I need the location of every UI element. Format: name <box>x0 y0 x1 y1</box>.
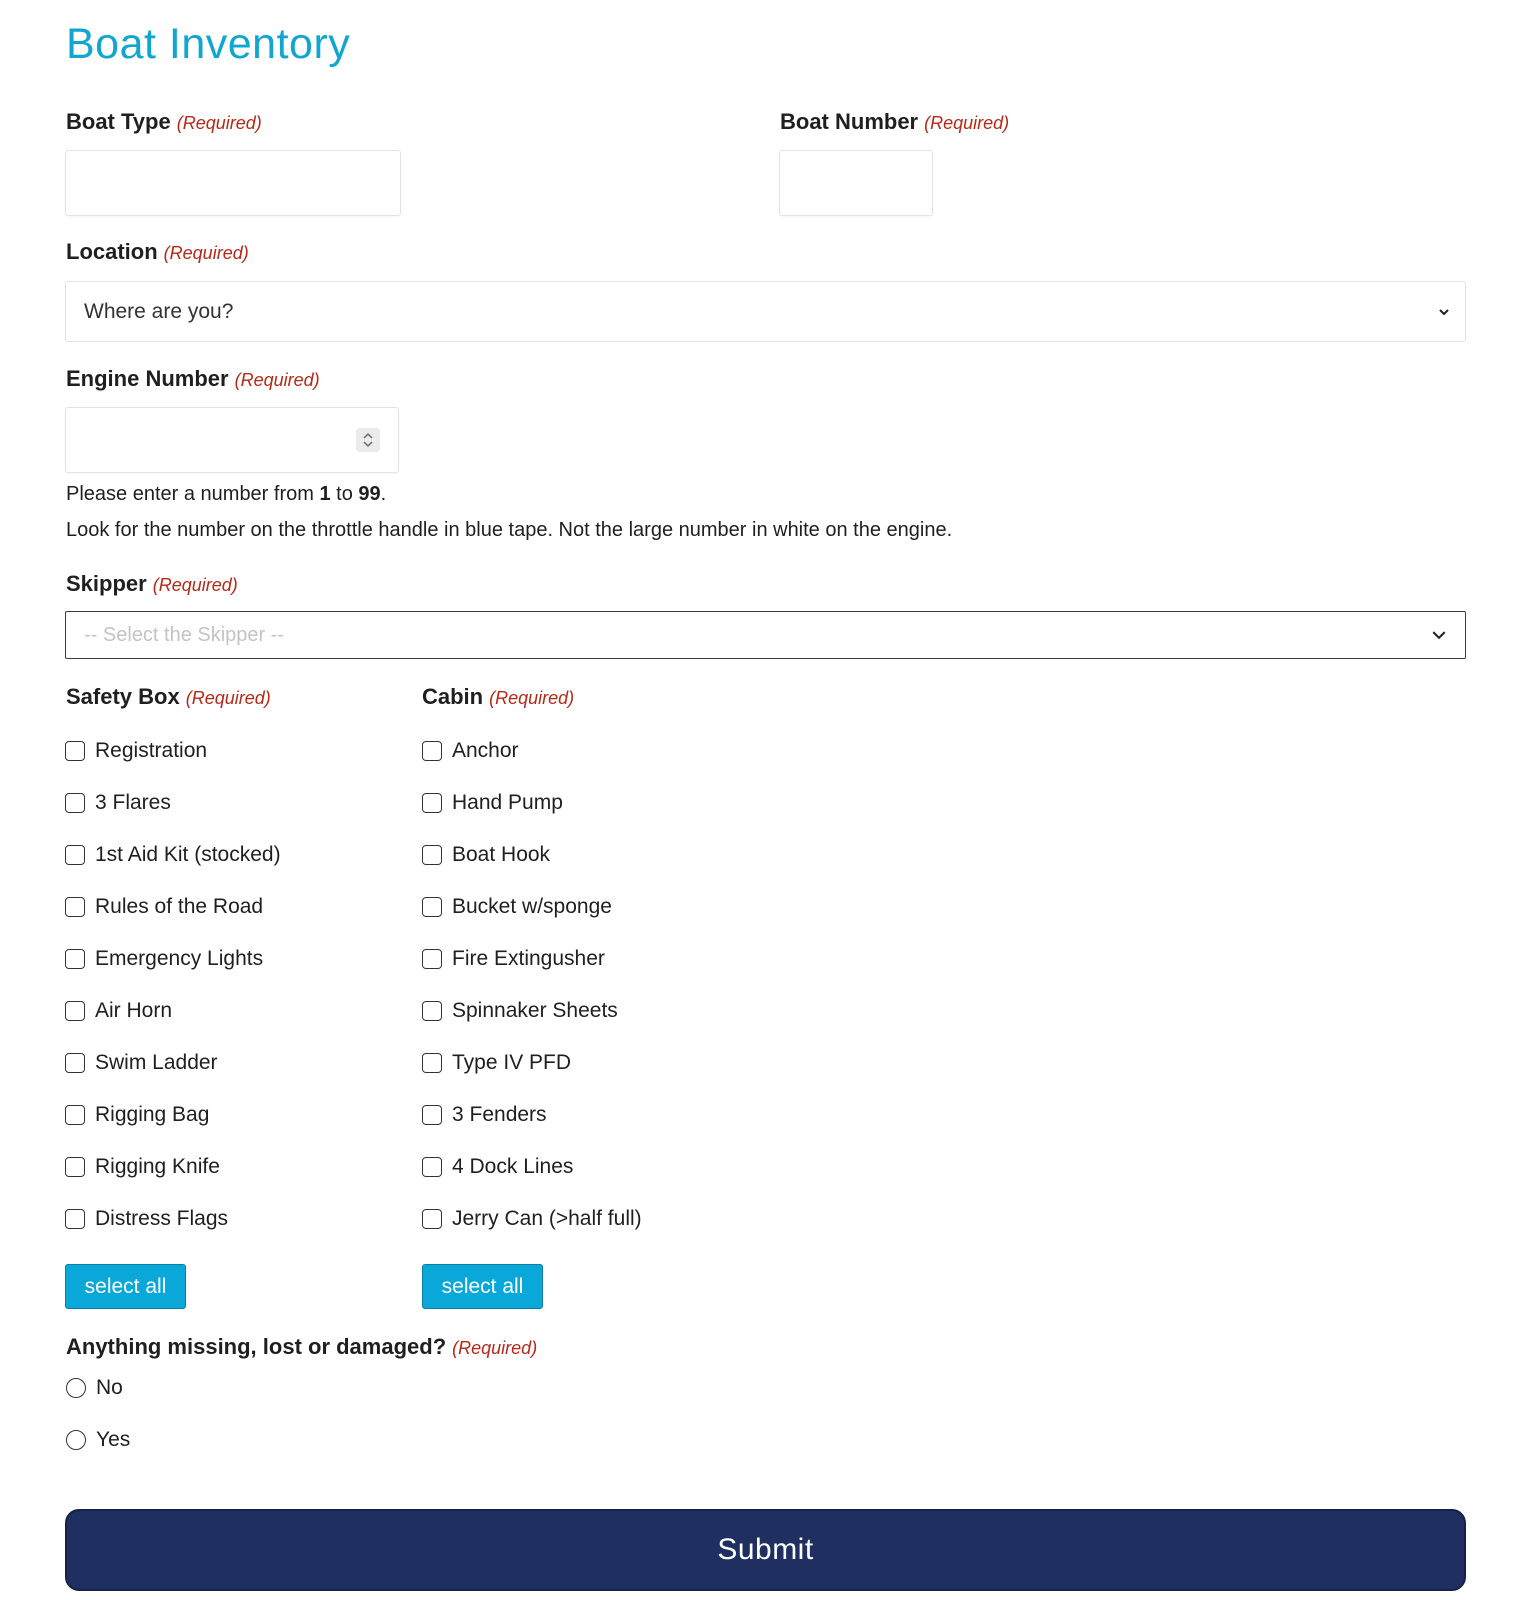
safety-box-checklist <box>65 725 281 1245</box>
help-text-mid: to <box>330 483 359 505</box>
checkbox-jerry-can[interactable] <box>422 1193 642 1245</box>
checkbox-label: 3 Flares <box>95 791 171 814</box>
checkbox-box[interactable] <box>422 1209 442 1229</box>
engine-help-location: Look for the number on the throttle handle in blue tape. Not the large number in white on the engine. <box>66 519 953 541</box>
engine-help-range <box>66 483 386 506</box>
checkbox-label: Bucket w/sponge <box>452 895 612 918</box>
checkbox-label: Boat Hook <box>452 843 551 866</box>
checkbox-box[interactable] <box>422 793 442 813</box>
checkbox-rigging-bag[interactable] <box>65 1089 281 1141</box>
boat-type-label-text: Boat Type <box>66 109 171 134</box>
safety-box-label <box>66 684 271 710</box>
checkbox-label: Swim Ladder <box>95 1051 218 1074</box>
checkbox-anchor[interactable] <box>422 725 642 777</box>
help-text-end: . <box>380 483 387 505</box>
checkbox-label: Hand Pump <box>452 791 563 814</box>
required-marker: (Required) <box>185 688 271 708</box>
checkbox-spinnaker-sheets[interactable] <box>422 985 642 1037</box>
checkbox-box[interactable] <box>65 1053 85 1073</box>
spinner-arrows-icon <box>356 428 380 452</box>
location-label <box>66 239 249 265</box>
engine-number-label <box>66 366 320 392</box>
required-marker: (Required) <box>176 113 262 133</box>
location-select[interactable] <box>65 281 1466 342</box>
checkbox-emergency-lights[interactable] <box>65 933 281 985</box>
cabin-checklist <box>422 725 642 1245</box>
checkbox-boat-hook[interactable] <box>422 829 642 881</box>
chevron-down-icon <box>1437 305 1451 319</box>
checkbox-label: Emergency Lights <box>95 947 264 970</box>
checkbox-label: 1st Aid Kit (stocked) <box>95 843 281 866</box>
cabin-label <box>422 684 574 710</box>
checkbox-box[interactable] <box>65 741 85 761</box>
required-marker: (Required) <box>452 1338 538 1358</box>
checkbox-box[interactable] <box>422 845 442 865</box>
checkbox-3-fenders[interactable] <box>422 1089 642 1141</box>
checkbox-box[interactable] <box>65 897 85 917</box>
checkbox-distress-flags[interactable] <box>65 1193 281 1245</box>
checkbox-box[interactable] <box>65 949 85 969</box>
checkbox-label: Distress Flags <box>95 1207 229 1230</box>
page-title: Boat Inventory <box>66 20 351 68</box>
checkbox-rules-of-the-road[interactable] <box>65 881 281 933</box>
required-marker: (Required) <box>163 243 249 263</box>
checkbox-label: Air Horn <box>95 999 173 1022</box>
safety-box-label-text: Safety Box <box>66 684 180 709</box>
skipper-label <box>66 571 238 597</box>
checkbox-label: Fire Extingusher <box>452 947 605 970</box>
missing-label-text: Anything missing, lost or damaged? <box>66 1334 447 1359</box>
help-min: 1 <box>319 483 331 505</box>
skipper-label-text: Skipper <box>66 571 147 596</box>
boat-number-label-text: Boat Number <box>780 109 919 134</box>
checkbox-box[interactable] <box>65 1105 85 1125</box>
checkbox-label: Rules of the Road <box>95 895 264 918</box>
radio-no[interactable] <box>66 1368 123 1408</box>
number-spinner[interactable] <box>356 428 380 452</box>
boat-number-label <box>780 109 1009 135</box>
required-marker: (Required) <box>924 113 1010 133</box>
checkbox-label: Spinnaker Sheets <box>452 999 618 1022</box>
location-selected-value: Where are you? <box>84 299 234 323</box>
checkbox-box[interactable] <box>422 1001 442 1021</box>
cabin-label-text: Cabin <box>422 684 484 709</box>
checkbox-1st-aid-kit[interactable] <box>65 829 281 881</box>
checkbox-label: Rigging Bag <box>95 1103 210 1126</box>
checkbox-box[interactable] <box>65 793 85 813</box>
engine-number-input[interactable] <box>65 407 399 473</box>
checkbox-3-flares[interactable] <box>65 777 281 829</box>
required-marker: (Required) <box>489 688 575 708</box>
checkbox-box[interactable] <box>422 949 442 969</box>
help-text-pre: Please enter a number from <box>66 483 320 505</box>
skipper-select[interactable] <box>65 611 1466 659</box>
engine-number-label-text: Engine Number <box>66 366 229 391</box>
checkbox-label: Jerry Can (>half full) <box>452 1207 642 1230</box>
required-marker: (Required) <box>152 575 238 595</box>
checkbox-box[interactable] <box>65 1001 85 1021</box>
chevron-down-icon <box>1431 627 1447 643</box>
radio-circle[interactable] <box>66 1430 86 1450</box>
checkbox-label: 3 Fenders <box>452 1103 547 1126</box>
checkbox-label: Rigging Knife <box>95 1155 220 1178</box>
boat-type-input[interactable] <box>65 150 401 216</box>
checkbox-hand-pump[interactable] <box>422 777 642 829</box>
checkbox-label: Registration <box>95 739 208 762</box>
checkbox-box[interactable] <box>422 1157 442 1177</box>
checkbox-box[interactable] <box>422 1053 442 1073</box>
radio-label: Yes <box>96 1428 131 1451</box>
safety-select-all-button[interactable]: select all <box>65 1264 186 1309</box>
checkbox-4-dock-lines[interactable] <box>422 1141 642 1193</box>
checkbox-air-horn[interactable] <box>65 985 281 1037</box>
checkbox-fire-extinguisher[interactable] <box>422 933 642 985</box>
missing-label <box>66 1334 537 1360</box>
checkbox-swim-ladder[interactable] <box>65 1037 281 1089</box>
location-label-text: Location <box>66 239 158 264</box>
checkbox-box[interactable] <box>422 741 442 761</box>
checkbox-label: Anchor <box>452 739 519 762</box>
checkbox-box[interactable] <box>65 1157 85 1177</box>
submit-button[interactable]: Submit <box>65 1509 1466 1591</box>
checkbox-box[interactable] <box>65 1209 85 1229</box>
radio-yes[interactable] <box>66 1420 130 1460</box>
required-marker: (Required) <box>234 370 320 390</box>
boat-number-input[interactable] <box>779 150 933 216</box>
help-max: 99 <box>358 483 381 505</box>
checkbox-box[interactable] <box>422 897 442 917</box>
checkbox-registration[interactable] <box>65 725 281 777</box>
cabin-select-all-button[interactable]: select all <box>422 1264 543 1309</box>
checkbox-box[interactable] <box>65 845 85 865</box>
checkbox-rigging-knife[interactable] <box>65 1141 281 1193</box>
radio-label: No <box>96 1376 123 1399</box>
checkbox-bucket-sponge[interactable] <box>422 881 642 933</box>
boat-type-label <box>66 109 262 135</box>
checkbox-label: 4 Dock Lines <box>452 1155 574 1178</box>
checkbox-box[interactable] <box>422 1105 442 1125</box>
skipper-placeholder: -- Select the Skipper -- <box>84 624 285 646</box>
checkbox-type-iv-pfd[interactable] <box>422 1037 642 1089</box>
radio-circle[interactable] <box>66 1378 86 1398</box>
checkbox-label: Type IV PFD <box>452 1051 572 1074</box>
